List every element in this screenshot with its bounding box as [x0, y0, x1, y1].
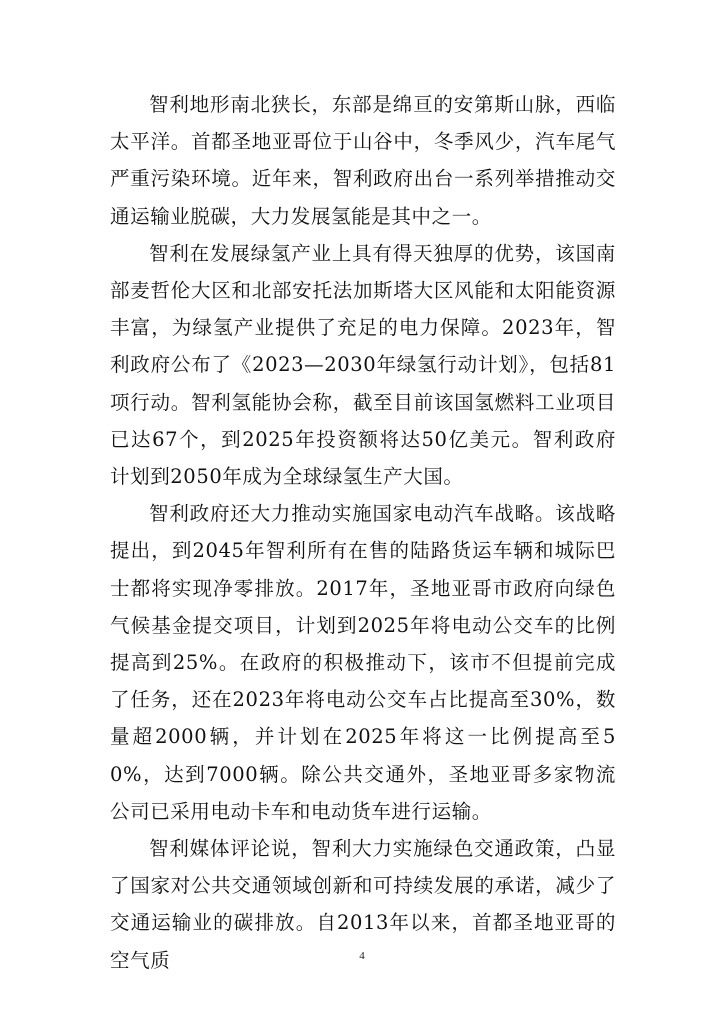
paragraph-4: 智利媒体评论说，智利大力实施绿色交通政策，凸显了国家对公共交通领域创新和可持续发展的承诺，减少了交通运输业的碳排放。自2013年以来，首都圣地亚哥的空气质 — [110, 837, 616, 972]
paragraph-3: 智利政府还大力推动实施国家电动汽车战略。该战略提出，到2045年智利所有在售的陆路货运车辆和城际巴士都将实现净零排放。2017年，圣地亚哥市政府向绿色气候基金提交项目，计划到2025年将电动公交车的比例提高到25%。在政府的积极推动下，该市不但提前完成了任务，还在2023年将电动公交车占比提高至30%，数量超2000辆，并计划在2025年将这一比例提高至50%，达到7000辆。除公共交通外，圣地亚哥多家物流公司已采用电动卡车和电动货车进行运输。 — [110, 502, 616, 823]
body-text — [110, 86, 616, 979]
page-number: 4 — [359, 950, 365, 962]
paragraph-1: 智利地形南北狭长，东部是绵亘的安第斯山脉，西临太平洋。首都圣地亚哥位于山谷中，冬季风少，汽车尾气严重污染环境。近年来，智利政府出台一系列举措推动交通运输业脱碳，大力发展氢能是其中之一。 — [110, 93, 616, 228]
paragraph-2: 智利在发展绿氢产业上具有得天独厚的优势，该国南部麦哲伦大区和北部安托法加斯塔大区风能和太阳能资源丰富，为绿氢产业提供了充足的电力保障。2023年，智利政府公布了《2023—2030年绿氢行动计划》，包括81项行动。智利氢能协会称，截至目前该国氢燃料工业项目已达67个，到2025年投资额将达50亿美元。智利政府计划到2050年成为全球绿氢生产大国。 — [110, 241, 616, 489]
